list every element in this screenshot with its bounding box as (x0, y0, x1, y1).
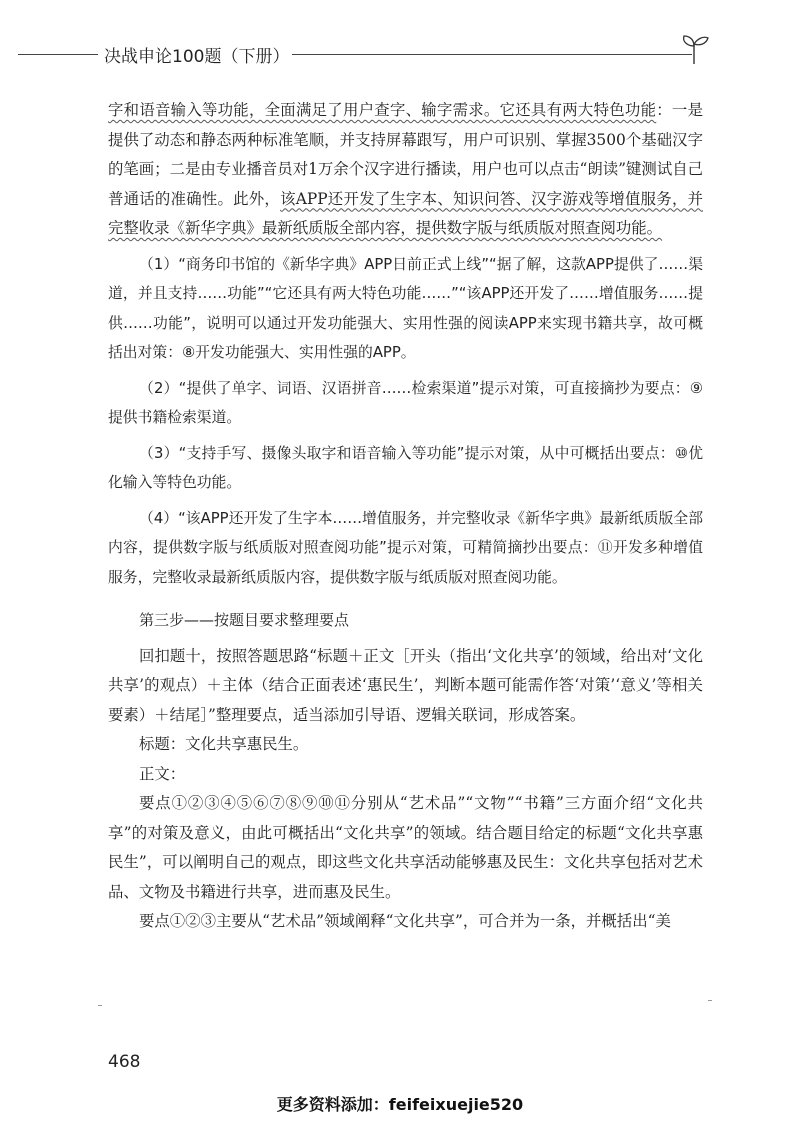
step-heading: 第三步——按题目要求整理要点 (139, 611, 350, 629)
paragraph-title: 标题：文化共享惠民生。 (139, 735, 309, 753)
paragraph-art: 要点①②③主要从“艺术品”领域阐释“文化共享”，可合并为一条，并概括出“美 (139, 912, 671, 930)
underlined-text: 它还具有两大特色功能 (499, 101, 657, 119)
header-rule-left (18, 54, 98, 55)
text-span: ：一是提供了动态和静态两种标准笔顺，并支持屏幕跟写，用户可识别、掌握3500个基础汉字的笔画；二是由专业播音员对1万余个汉字进行播读，用户也可以点击“朗读”键测试自己普通话的准确性。此外， (108, 101, 703, 208)
running-header (0, 30, 800, 70)
page-number: 468 (108, 1052, 141, 1072)
paragraph-method: 回扣题十，按照答题思路“标题＋正文［开头（指出‘文化共享’的领域，给出对‘文化共享’的观点）＋主体（结合正面表述‘惠民生’，判断本题可能需作答‘对策’‘意义’等相关要素）＋结尾］”整理要点，适当添加引导语、逻辑关联词，形成答案。 (108, 646, 703, 724)
header-rule-right (292, 54, 692, 55)
analysis-item-1: （1）“商务印书馆的《新华字典》APP日前正式上线”“据了解，这款APP提供了……渠道，并且支持……功能”“它还具有两大特色功能……”“该APP还开发了……增值服务……提供……功能”，说明可以通过开发功能强大、实用性强的阅读APP来实现书籍共享，故可概括出对策：⑧开发功能强大、实用性强的APP。 (108, 255, 703, 361)
paragraph-material (108, 96, 703, 244)
sprout-icon (676, 30, 712, 66)
underlined-text: 字和语音输入等功能，全面满足了用户查字、输字需求。 (108, 101, 500, 119)
book-title: 决战申论100题（下册） (104, 47, 290, 67)
analysis-item-2: （2）“提供了单字、词语、汉语拼音……检索渠道”提示对策，可直接摘抄为要点：⑨提供书籍检索渠道。 (108, 379, 703, 426)
analysis-item-3: （3）“支持手写、摄像头取字和语音输入等功能”提示对策，从中可概括出要点：⑩优化输入等特色功能。 (108, 444, 703, 491)
underlined-text: 该APP还开发了生字本、知识问答、汉字游戏等增值服务，并完整收录《新华字典》最新纸质版全部内容，提供数字版与纸质版对照查阅功能。 (108, 189, 703, 237)
page-body (108, 96, 703, 937)
paragraph-points: 要点①②③④⑤⑥⑦⑧⑨⑩⑪分别从“艺术品”“文物”“书籍”三方面介绍“文化共享”的对策及意义，由此可概括出“文化共享”的领域。结合题目给定的标题“文化共享惠民生”，可以阐明自己的观点，即这些文化共享活动能够惠及民生：文化共享包括对艺术品、文物及书籍进行共享，进而惠及民生。 (108, 794, 703, 901)
margin-mark (98, 1005, 102, 1006)
paragraph-label: 正文： (139, 764, 186, 783)
analysis-item-4: （4）“该APP还开发了生字本……增值服务，并完整收录《新华字典》最新纸质版全部内容，提供数字版与纸质版对照查阅功能”提示对策，可精简摘抄出要点：⑪开发多种增值服务，完整收录最新纸质版内容，提供数字版与纸质版对照查阅功能。 (108, 509, 703, 586)
margin-mark (708, 1000, 712, 1001)
footer-note: 更多资料添加：feifeixuejie520 (276, 1095, 524, 1114)
